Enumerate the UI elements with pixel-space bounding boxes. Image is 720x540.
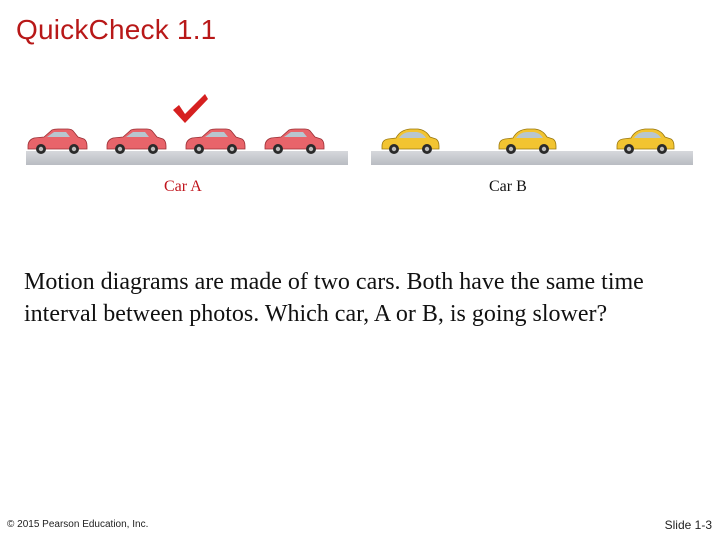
slide-number: Slide 1-3 — [664, 518, 712, 532]
copyright-notice: © 2015 Pearson Education, Inc. — [7, 519, 149, 530]
car-b-label: Car B — [489, 178, 527, 195]
car-a-label: Car A — [164, 178, 202, 195]
question-text: Motion diagrams are made of two cars. Both have the same time interval between photos. Which car, A or B, is going slower? — [24, 269, 644, 327]
car-b-frame-2 — [497, 124, 557, 155]
slide-title: QuickCheck 1.1 — [16, 14, 217, 45]
car-a-frame-4 — [263, 124, 325, 155]
car-a-frame-1 — [26, 124, 88, 155]
car-b-frame-3 — [615, 124, 675, 155]
checkmark-icon — [170, 92, 210, 126]
car-a-frame-2 — [105, 124, 167, 155]
car-b-frame-1 — [380, 124, 440, 155]
car-a-frame-3 — [184, 124, 246, 155]
